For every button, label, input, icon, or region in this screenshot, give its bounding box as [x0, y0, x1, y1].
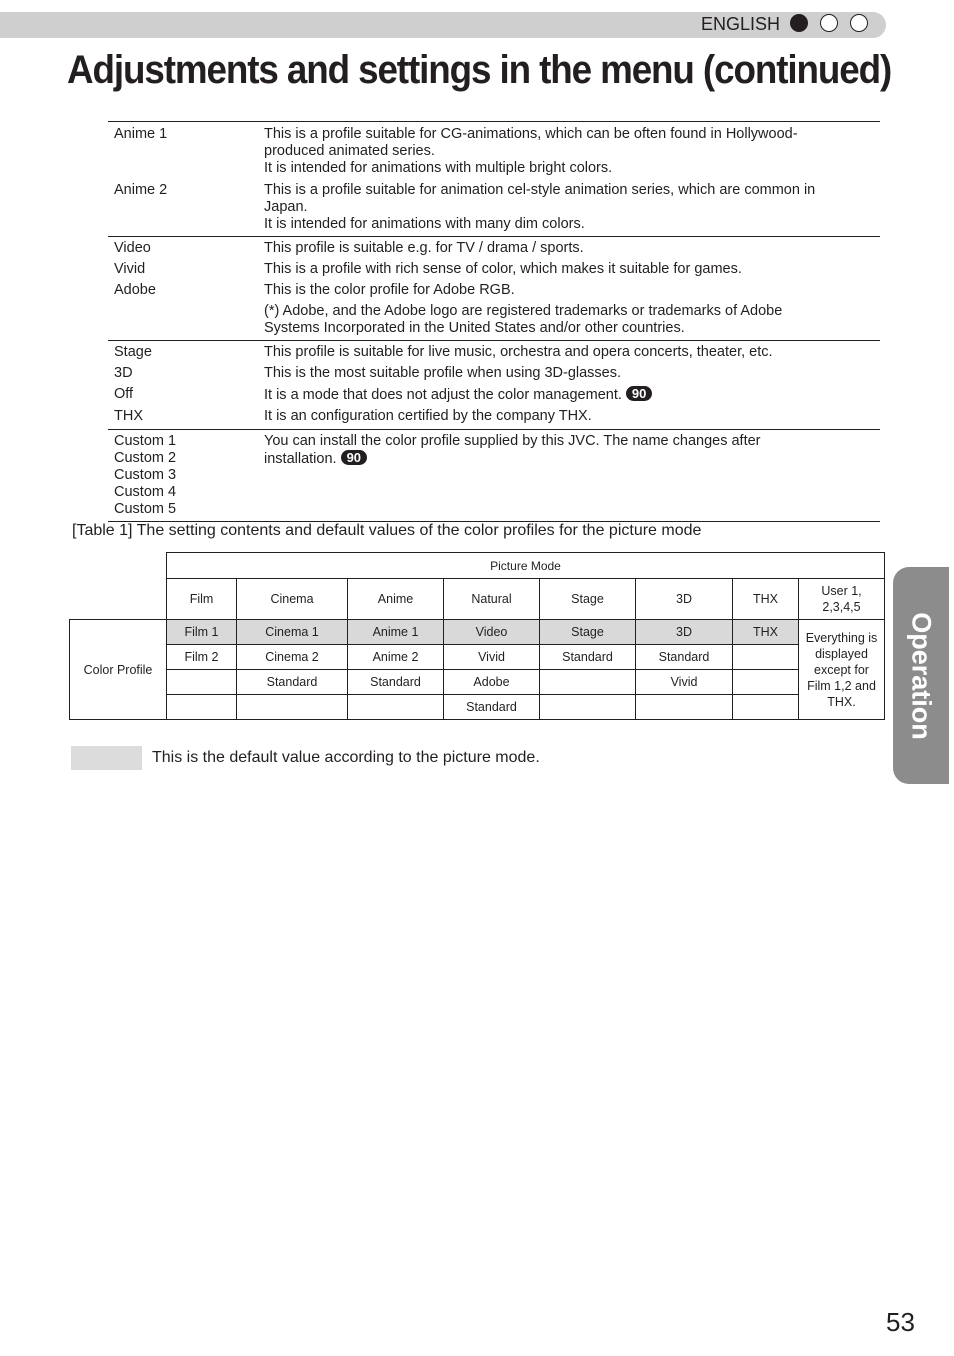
profile-description: It is an configuration certified by the company THX. [264, 408, 592, 424]
description-line: You can install the color profile supplied by this JVC. The name changes after [264, 433, 761, 449]
default-value-swatch [71, 746, 142, 770]
profile-group-stage [108, 341, 880, 430]
profile-cell [540, 670, 636, 695]
profile-name: THX [114, 408, 143, 424]
color-profile-label: Color Profile [70, 620, 167, 720]
profile-row [108, 282, 880, 303]
description-line: It is intended for animations with multiple bright colors. [264, 160, 613, 176]
profile-description: This is the most suitable profile when using 3D-glasses. [264, 365, 622, 381]
description-line: Japan. [264, 199, 308, 215]
profile-cell-default: Film 1 [167, 620, 237, 645]
profile-cell: Vivid [444, 645, 540, 670]
profile-cell [733, 645, 799, 670]
user-mode-note: Everything is displayed except for Film 1,2 and THX. [799, 620, 885, 720]
table-row [70, 620, 885, 645]
picture-mode-row [70, 579, 885, 620]
profile-cell: Vivid [636, 670, 733, 695]
language-label: ENGLISH [700, 14, 780, 34]
description-line: (*) Adobe, and the Adobe logo are registered trademarks or trademarks of Adobe [264, 303, 783, 319]
description-text: installation. [264, 451, 337, 467]
description-line: Systems Incorporated in the United States and/or other countries. [264, 320, 685, 336]
mode-cell: Anime [348, 579, 444, 620]
profile-name-list [108, 430, 258, 522]
filled-circle-icon [790, 14, 808, 32]
profile-cell-default: Cinema 1 [237, 620, 348, 645]
table-row [70, 645, 885, 670]
description-line: This is a profile suitable for CG-animations, which can be often found in Hollywood- [264, 126, 798, 142]
page-reference-badge[interactable]: 90 [626, 386, 652, 401]
profile-cell-default: Video [444, 620, 540, 645]
profile-description [258, 122, 880, 183]
mode-cell: Natural [444, 579, 540, 620]
description-line: It is intended for animations with many dim colors. [264, 216, 585, 232]
profile-description [258, 182, 880, 237]
profile-description: This is the color profile for Adobe RGB. [264, 282, 515, 298]
profile-cell [167, 670, 237, 695]
profile-row [108, 122, 880, 183]
profile-name: Stage [114, 344, 152, 360]
profile-cell: Standard [444, 695, 540, 720]
profile-row [108, 430, 880, 522]
profile-name: Custom 3 [114, 467, 177, 483]
profile-cell [733, 695, 799, 720]
profile-cell-default: Stage [540, 620, 636, 645]
mode-cell: THX [733, 579, 799, 620]
section-tab-operation [893, 567, 949, 784]
profile-name: Anime 2 [114, 182, 168, 198]
profile-name: Custom 5 [114, 501, 177, 517]
profile-name: Adobe [114, 282, 156, 298]
profile-name: 3D [114, 365, 133, 381]
profile-row [108, 261, 880, 282]
page-number: 53 [886, 1307, 915, 1337]
profile-cell-default: THX [733, 620, 799, 645]
profile-cell [540, 695, 636, 720]
profile-description [258, 386, 880, 408]
profile-description: This profile is suitable for live music, orchestra and opera concerts, theater, etc. [264, 344, 773, 360]
table-caption: [Table 1] The setting contents and default values of the color profiles for the picture mode [72, 522, 702, 539]
profile-cell: Standard [540, 645, 636, 670]
mode-cell: 3D [636, 579, 733, 620]
profile-name: Off [114, 386, 134, 402]
page-title: Adjustments and settings in the menu (continued) [67, 48, 892, 92]
description-line: produced animated series. [264, 143, 435, 159]
profile-row [108, 386, 880, 408]
legend-text: This is the default value according to the picture mode. [152, 749, 540, 766]
profile-cell [733, 670, 799, 695]
profile-row [108, 341, 880, 366]
trademark-note [258, 303, 880, 341]
mode-cell: Film [167, 579, 237, 620]
empty-cell [70, 579, 167, 620]
profile-cell-default: 3D [636, 620, 733, 645]
mode-cell: User 1, 2,3,4,5 [799, 579, 885, 620]
table-header-row [70, 553, 885, 579]
profile-cell: Anime 2 [348, 645, 444, 670]
profile-name: Anime 1 [114, 126, 168, 142]
profile-name [108, 303, 258, 341]
profile-cell [237, 695, 348, 720]
page-reference-badge[interactable]: 90 [341, 450, 367, 465]
profile-description: This profile is suitable e.g. for TV / drama / sports. [264, 240, 584, 256]
profile-name: Custom 2 [114, 450, 177, 466]
profile-description [258, 430, 880, 522]
mode-cell: Cinema [237, 579, 348, 620]
color-profile-description-table [108, 121, 880, 522]
empty-circle-icon [850, 14, 868, 32]
description-line [264, 450, 874, 468]
profile-row [108, 365, 880, 386]
trademark-note-row [108, 303, 880, 341]
profile-cell: Cinema 2 [237, 645, 348, 670]
description-line: This is a profile suitable for animation cel-style animation series, which are common in [264, 182, 816, 198]
profile-group-anime [108, 122, 880, 237]
profile-name: Custom 1 [114, 433, 177, 449]
picture-mode-profile-table [69, 552, 885, 720]
profile-name: Vivid [114, 261, 146, 277]
profile-description: This is a profile with rich sense of color, which makes it suitable for games. [264, 261, 742, 277]
profile-name: Video [114, 240, 151, 256]
profile-cell: Adobe [444, 670, 540, 695]
profile-group-custom [108, 430, 880, 522]
profile-cell [636, 695, 733, 720]
table-row [70, 695, 885, 720]
empty-circle-icon [820, 14, 838, 32]
section-tab-label: Operation [906, 611, 937, 740]
profile-name: Custom 4 [114, 484, 177, 500]
profile-row [108, 182, 880, 237]
profile-cell: Film 2 [167, 645, 237, 670]
table-row [70, 670, 885, 695]
profile-row [108, 237, 880, 262]
profile-cell [348, 695, 444, 720]
profile-group-video [108, 237, 880, 341]
picture-mode-header: Picture Mode [167, 553, 885, 579]
profile-cell: Standard [237, 670, 348, 695]
empty-cell [70, 553, 167, 579]
description-text: It is a mode that does not adjust the color management. [264, 387, 622, 403]
profile-row [108, 408, 880, 430]
profile-cell: Standard [636, 645, 733, 670]
language-bar [0, 12, 886, 38]
profile-cell: Standard [348, 670, 444, 695]
profile-cell-default: Anime 1 [348, 620, 444, 645]
profile-cell [167, 695, 237, 720]
mode-cell: Stage [540, 579, 636, 620]
